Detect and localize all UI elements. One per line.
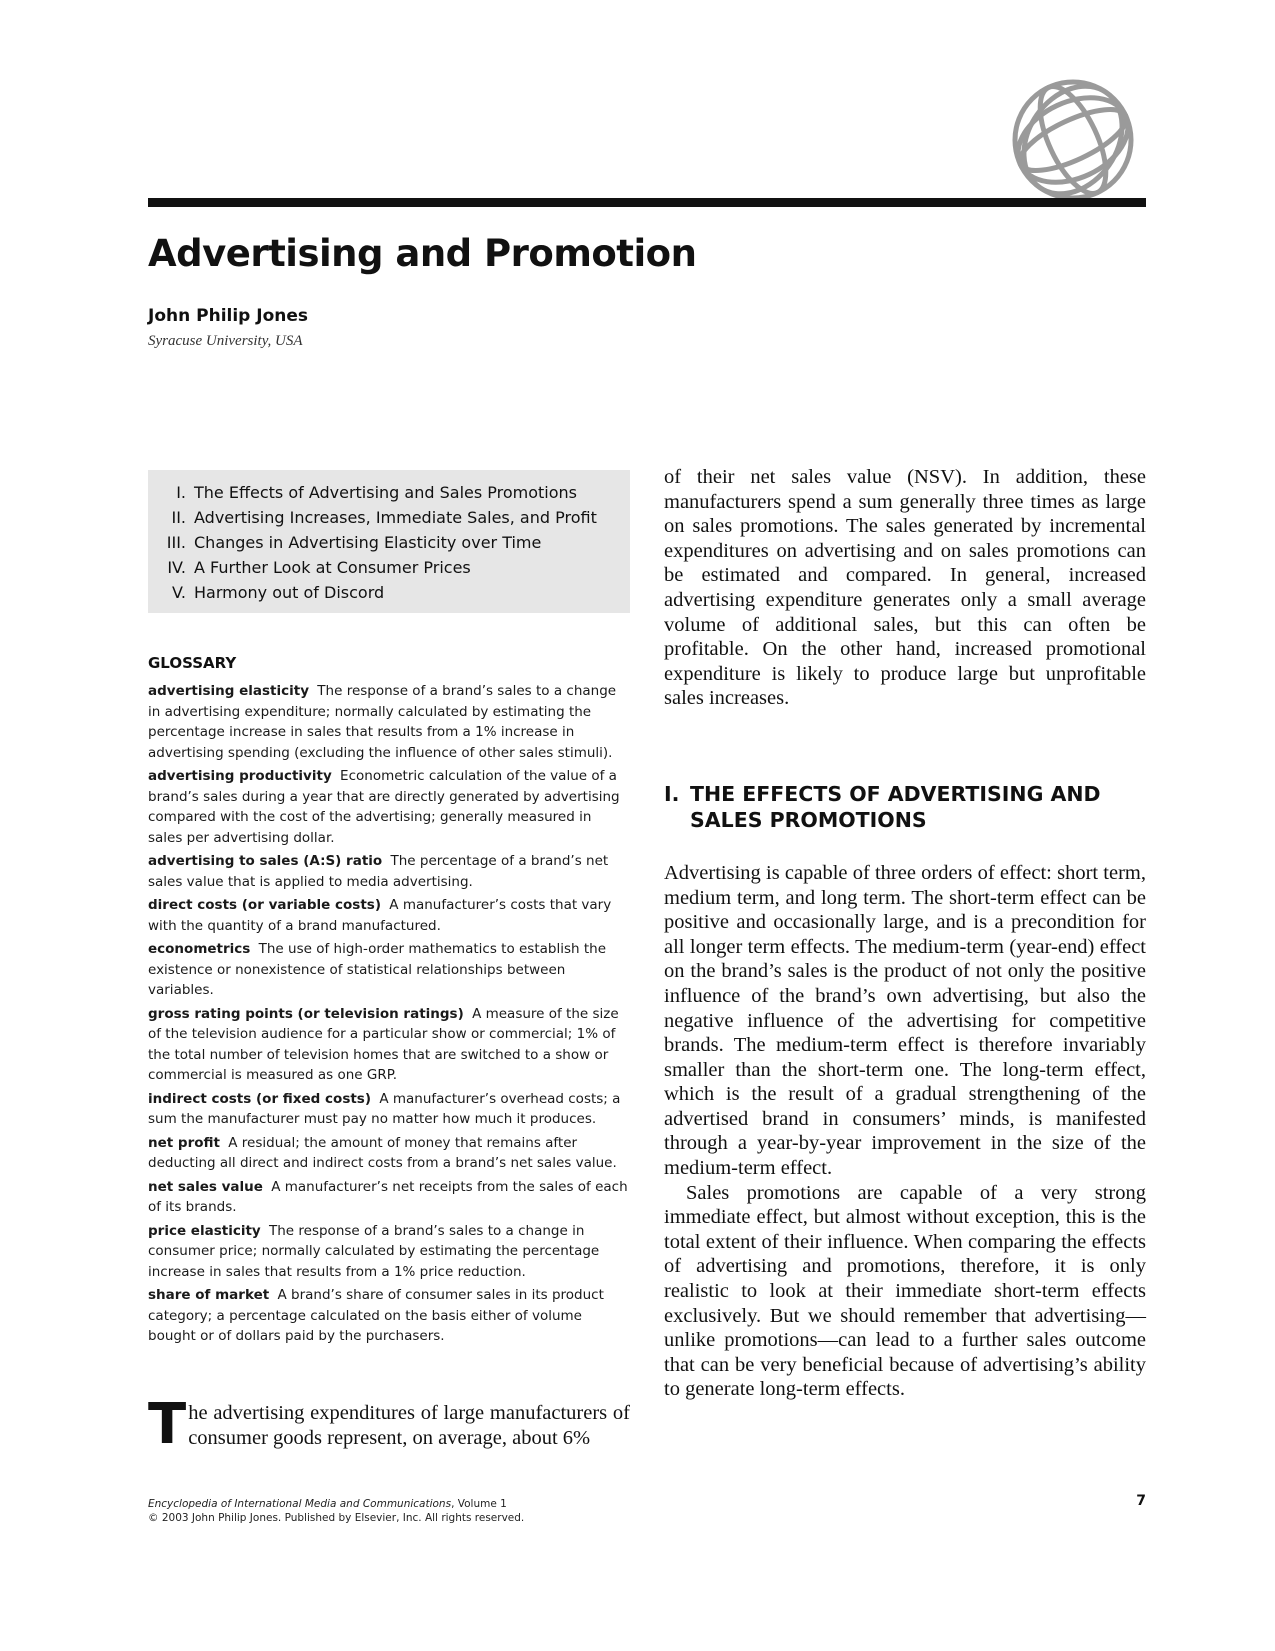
section-title: THE EFFECTS OF ADVERTISING AND SALES PROMOTIONS [690, 781, 1101, 832]
glossary-definition: The percentage of a brand’s net sales value that is applied to media advertising. [148, 853, 609, 890]
toc-item [148, 580, 630, 605]
right-column [664, 465, 1146, 1402]
intro-text: he advertising expenditures of large manufacturers of consumer goods represent, on average, about 6% [188, 1402, 630, 1449]
author-name: John Philip Jones [148, 306, 309, 326]
toc-item-label: Harmony out of Discord [194, 583, 385, 602]
glossary-definition: A measure of the size of the television audience for a particular show or commercial; 1% of the total number of television homes that are switched to a show or commercial is measured as one GRP. [148, 1005, 619, 1083]
page-number: 7 [1136, 1493, 1146, 1509]
glossary-term: advertising productivity [148, 768, 332, 784]
footer-citation [148, 1497, 524, 1525]
glossary-definition: A manufacturer’s net receipts from the sales of each of its brands. [148, 1178, 628, 1215]
toc-item-number: II. [171, 508, 186, 527]
publication-line [148, 1497, 524, 1511]
glossary-entry [148, 895, 630, 936]
glossary-entry [148, 681, 630, 763]
toc-item [148, 530, 630, 555]
toc-item [148, 555, 630, 580]
glossary-definition: A manufacturer’s costs that vary with the quantity of a brand manufactured. [148, 897, 612, 934]
glossary-definition: The use of high-order mathematics to establish the existence or nonexistence of statistical relationships between variables. [148, 941, 607, 998]
glossary-definition: A residual; the amount of money that remains after deducting all direct and indirect costs from a brand’s net sales value. [148, 1134, 617, 1171]
glossary-entry [148, 939, 630, 1001]
glossary-definition: The response of a brand’s sales to a change in advertising expenditure; normally calculated by estimating the percentage increase in sales that results from a 1% increase in advertising spending (excluding the influence of other sales stimuli). [148, 683, 617, 761]
glossary-term: advertising elasticity [148, 683, 309, 699]
glossary-definition: A manufacturer’s overhead costs; a sum the manufacturer must pay no matter how much it produces. [148, 1090, 621, 1127]
intro-continuation: of their net sales value (NSV). In addition, these manufacturers spend a sum generally three times as large on sales promotions. The sales generated by incremental expenditures on advertising and on sales promotions can be estimated and compared. In general, increased advertising expenditure generates only a small average volume of additional sales, but this can often be profitable. On the other hand, increased promotional expenditure is likely to produce large but unprofitable sales increases. [664, 466, 1146, 710]
glossary-definition: A brand’s share of consumer sales in its product category; a percentage calculated on the basis either of volume bought or of dollars paid by the purchasers. [148, 1287, 604, 1344]
glossary-entry [148, 1133, 630, 1174]
glossary-entry [148, 1177, 630, 1218]
toc-item-number: IV. [167, 558, 186, 577]
glossary-entry [148, 1285, 630, 1347]
drop-cap: T [148, 1392, 187, 1457]
glossary-entry [148, 851, 630, 892]
article-title: Advertising and Promotion [148, 232, 697, 275]
glossary-term: direct costs (or variable costs) [148, 897, 381, 913]
toc-item-number: I. [176, 483, 186, 502]
body-paragraph: Sales promotions are capable of a very strong immediate effect, but almost without exception, this is the total extent of their influence. When comparing the effects of advertising and promotions, therefore, it is only realistic to look at their immediate short-term effects exclusively. But we should remember that advertising—unlike promotions—can lead to a further sales outcome that can be very beneficial because of advertising’s ability to generate long-term effects. [664, 1181, 1146, 1401]
glossary-term: net sales value [148, 1178, 263, 1195]
glossary-heading: GLOSSARY [148, 654, 237, 672]
section-number: I. [664, 781, 680, 806]
table-of-contents [148, 470, 630, 613]
globe-wireframe-icon [1000, 74, 1146, 204]
header-rule [148, 198, 1146, 207]
glossary-term: indirect costs (or fixed costs) [148, 1090, 372, 1107]
copyright-line: © 2003 John Philip Jones. Published by Elsevier, Inc. All rights reserved. [148, 1512, 525, 1524]
glossary-term: price elasticity [148, 1222, 261, 1239]
toc-item-label: Advertising Increases, Immediate Sales, and Profit [194, 508, 597, 527]
toc-item-label: The Effects of Advertising and Sales Promotions [194, 483, 578, 502]
glossary-definition: The response of a brand’s sales to a change in consumer price; normally calculated by estimating the percentage increase in sales that results from a 1% price reduction. [148, 1222, 600, 1280]
glossary-term: net profit [148, 1134, 220, 1151]
glossary-entry [148, 1089, 630, 1130]
glossary-entry [148, 766, 630, 848]
intro-paragraph [148, 1392, 630, 1457]
glossary-definition: Econometric calculation of the value of a brand’s sales during a year that are directly generated by advertising compared with the cost of the advertising; generally measured in sales per advertising dollar. [148, 768, 620, 846]
glossary-term: econometrics [148, 941, 251, 957]
section-heading [664, 781, 1146, 833]
publication-volume: , Volume 1 [451, 1498, 507, 1510]
toc-item [148, 505, 630, 530]
toc-item-label: A Further Look at Consumer Prices [194, 558, 471, 577]
glossary-entry [148, 1004, 630, 1086]
glossary [148, 654, 630, 1350]
toc-item-number: V. [172, 583, 186, 602]
toc-item [148, 480, 630, 505]
glossary-term: advertising to sales (A:S) ratio [148, 853, 383, 869]
glossary-term: share of market [148, 1287, 270, 1303]
toc-item-label: Changes in Advertising Elasticity over Time [194, 533, 542, 552]
toc-item-number: III. [166, 533, 186, 552]
glossary-term: gross rating points (or television ratings) [148, 1005, 464, 1022]
body-paragraph: Advertising is capable of three orders of effect: short term, medium term, and long term. The short-term effect can be positive and occasionally large, and is a precondition for all longer term effects. The medium-term (year-end) effect on the brand’s sales is the product of not only the positive influence of the brand’s own advertising, but also the negative influence of the advertising for competitive brands. The medium-term effect is therefore invariably smaller than the short-term one. The long-term effect, which is the result of a gradual strengthening of the advertised brand in consumers’ minds, is manifested through a year-by-year improvement in the size of the medium-term effect. [664, 861, 1146, 1180]
glossary-entry [148, 1221, 630, 1283]
publication-title: Encyclopedia of International Media and Communications [148, 1498, 452, 1510]
author-affiliation: Syracuse University, USA [148, 333, 303, 349]
